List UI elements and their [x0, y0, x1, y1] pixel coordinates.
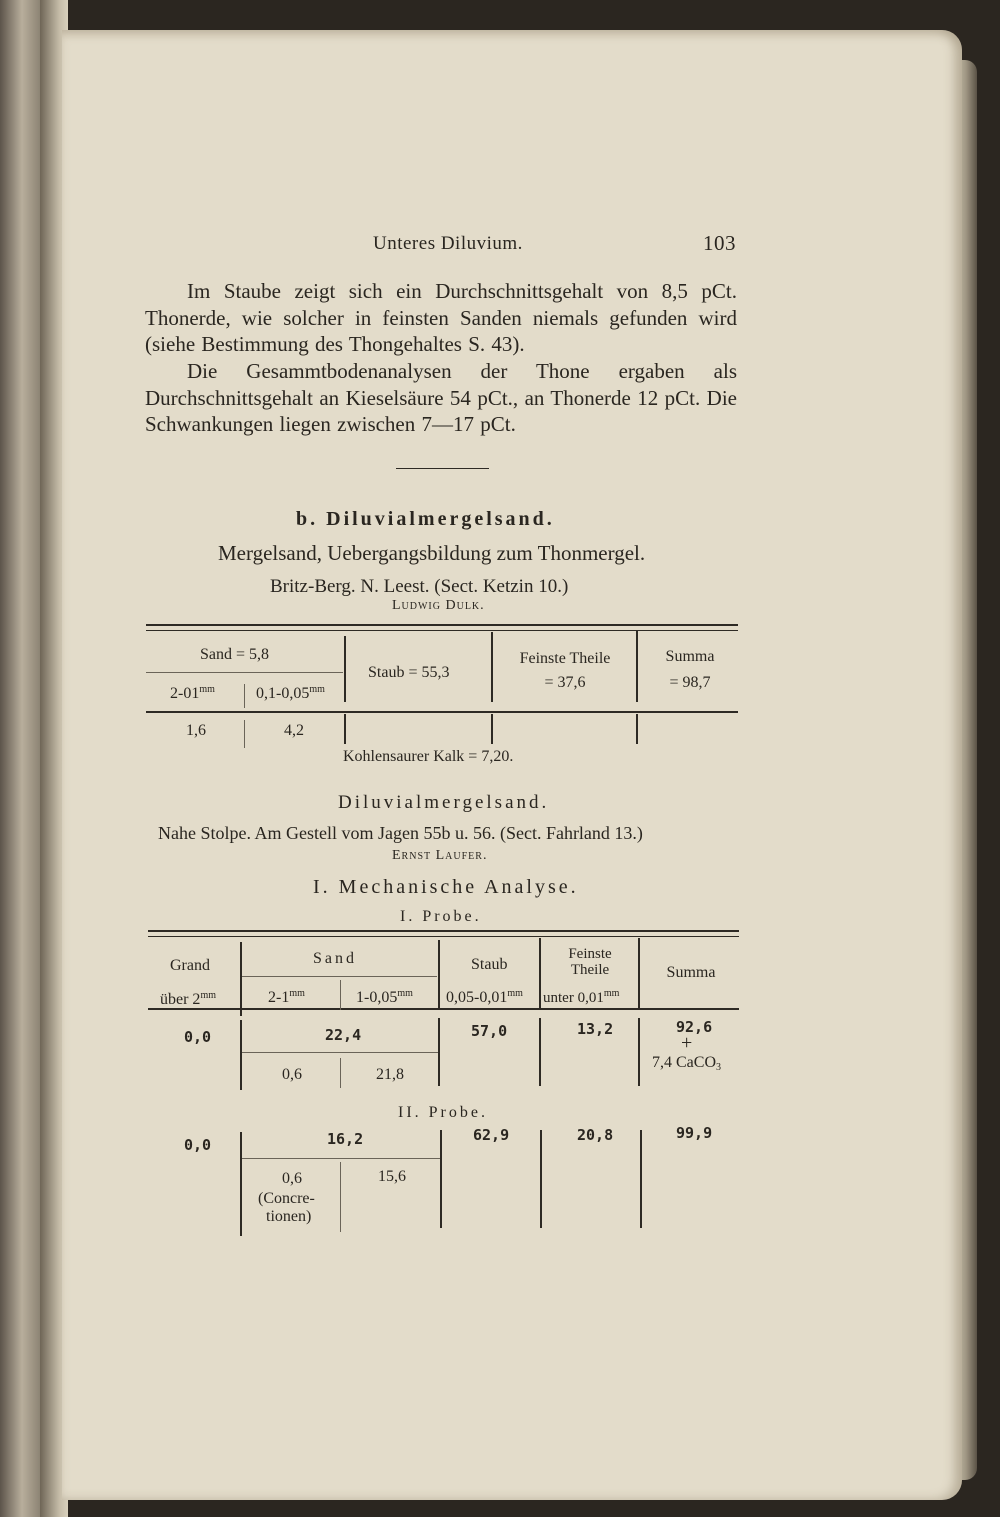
sub-divider [340, 980, 341, 1010]
sand-sub2-header [356, 988, 413, 1007]
col-divider [640, 1130, 642, 1228]
sand-header: Sand [313, 950, 357, 967]
section-subtitle: Mergelsand, Uebergangsbildung zum Thonmergel. [218, 541, 646, 565]
sand-sub1-value: 1,6 [186, 722, 206, 739]
feinste-header: Feinste [568, 946, 612, 962]
running-title: Unteres Diluvium. [373, 233, 523, 254]
p1-feinste: 13,2 [577, 1020, 614, 1038]
section2-heading: Diluvialmergelsand. [338, 792, 550, 813]
unit-mm: mm [397, 988, 413, 999]
table-top-rule-2 [148, 936, 739, 937]
sample-location: Britz-Berg. N. Leest. (Sect. Ketzin 10.) [270, 576, 569, 597]
unit-mm: mm [309, 684, 325, 695]
table-header-rule [148, 1008, 739, 1010]
staub-sub-header [446, 988, 523, 1007]
col-divider [440, 1130, 442, 1228]
unit-mm: mm [289, 988, 305, 999]
sand-sub-rule [242, 1158, 440, 1159]
p1-caco3-text: 7,4 CaCO [652, 1054, 716, 1071]
sand-sub1-header [170, 684, 215, 703]
unit-mm: mm [603, 988, 620, 999]
sand-sub2-value: 4,2 [284, 722, 304, 739]
sand-sub1-header [268, 988, 305, 1007]
section2-location: Nahe Stolpe. Am Gestell vom Jagen 55b u. 56. (Sect. Fahrland 13.) [158, 823, 643, 843]
col-divider [491, 632, 493, 702]
sand-sub-rule [146, 672, 343, 673]
p1-summa: 92,6 [676, 1018, 713, 1036]
grand-sub-text: über 2 [160, 991, 201, 1008]
sub-divider [244, 684, 245, 708]
p1-caco3 [652, 1054, 721, 1073]
col-divider [344, 636, 346, 702]
col-divider [240, 1020, 242, 1090]
p1-staub: 57,0 [471, 1022, 508, 1040]
p1-caco3-subscript: 3 [716, 1062, 721, 1073]
sand-header: Sand = 5,8 [200, 646, 270, 663]
table-top-rule [148, 930, 739, 932]
sub-divider [340, 1058, 341, 1088]
grand-header: Grand [170, 957, 210, 974]
analysis-title: I. Mechanische Analyse. [313, 876, 579, 898]
kalk-note: Kohlensaurer Kalk = 7,20. [343, 748, 514, 765]
paragraph-1: Im Staube zeigt sich ein Durchschnittsgehalt von 8,5 pCt. Thonerde, wie solcher in feinsten Sanden niemals gefunden wird (siehe Bestimmung des Thongehaltes S. 43). [145, 279, 737, 356]
left-page-edge [0, 0, 40, 1517]
col-divider [240, 1132, 242, 1236]
staub-sub-text: 0,05-0,01 [446, 989, 508, 1006]
probe1-label: I. Probe. [400, 908, 482, 925]
sub-divider [340, 1162, 341, 1232]
p1-sand-sub2: 21,8 [376, 1066, 404, 1083]
unit-mm: mm [507, 988, 523, 999]
sub-divider [244, 720, 245, 748]
probe2-label: II. Probe. [398, 1104, 488, 1121]
p2-sand-sub2: 15,6 [378, 1168, 406, 1185]
table-top-rule [146, 624, 738, 626]
p1-sand: 22,4 [325, 1026, 362, 1044]
sand-sub2-header [256, 684, 325, 703]
sand-sub1-text: 2-01 [170, 685, 200, 702]
p2-sand-sub1: 0,6 [282, 1170, 302, 1187]
summa-value: = 98,7 [669, 674, 711, 691]
table-top-rule-2 [146, 630, 738, 631]
col-divider [636, 630, 638, 702]
p2-feinste: 20,8 [577, 1126, 614, 1144]
sand-sub-rule [240, 976, 437, 977]
p1-sand-sub1: 0,6 [282, 1066, 302, 1083]
table-header-rule [146, 711, 738, 713]
grand-sub-header [160, 990, 216, 1009]
staub-header: Staub [471, 956, 508, 973]
sand-sub2-text: 1-0,05 [356, 989, 398, 1006]
paragraph-2: Die Gesammtbodenanalysen der Thone ergaben als Durchschnittsgehalt an Kieselsäure 54 pCt., an Thonerde 12 pCt. Die Schwankungen liegen zwischen 7—17 pCt. [145, 359, 737, 436]
p1-plus: + [681, 1032, 693, 1054]
col-divider [438, 1018, 440, 1086]
summa-header: Summa [665, 648, 715, 665]
feinste-header: Feinste Theile [519, 650, 611, 667]
p2-sand-sub1-note: (Concre- [258, 1190, 315, 1207]
unit-mm: mm [200, 990, 216, 1001]
col-divider [491, 714, 493, 744]
analyst-name: Ludwig Dulk. [392, 598, 485, 613]
feinste-value: = 37,6 [544, 674, 586, 691]
page-number: 103 [703, 231, 736, 255]
summa-header: Summa [666, 964, 716, 981]
section-separator [396, 468, 489, 469]
feinste-sub-header [543, 988, 619, 1007]
sand-sub2-text: 0,1-0,05 [256, 685, 310, 702]
section-heading: b. Diluvialmergelsand. [296, 508, 555, 530]
col-divider [240, 942, 242, 1016]
p1-grand: 0,0 [184, 1028, 212, 1046]
sand-sub-rule [242, 1052, 438, 1053]
unit-mm: mm [199, 684, 215, 695]
p2-sand: 16,2 [327, 1130, 364, 1148]
section2-analyst: Ernst Laufer. [392, 848, 488, 863]
col-divider [539, 1018, 541, 1086]
col-divider [540, 1130, 542, 1228]
sand-sub1-text: 2-1 [268, 989, 290, 1006]
col-divider [438, 940, 440, 1010]
feinste-header-2: Theile [570, 962, 610, 978]
col-divider [344, 714, 346, 744]
p2-grand: 0,0 [184, 1136, 212, 1154]
p2-staub: 62,9 [473, 1126, 510, 1144]
staub-header: Staub = 55,3 [368, 664, 450, 681]
feinste-sub-text: unter 0,01 [543, 990, 604, 1006]
col-divider [638, 1018, 640, 1086]
p2-summa: 99,9 [676, 1124, 713, 1142]
p2-sand-sub1-note-2: tionen) [266, 1208, 312, 1225]
col-divider [636, 714, 638, 744]
